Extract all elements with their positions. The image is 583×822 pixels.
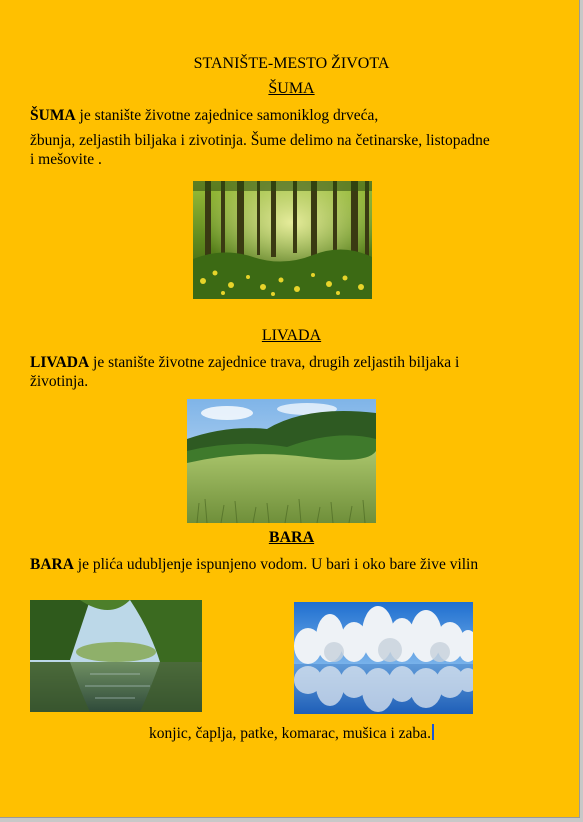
suma-line-1: je stanište životne zajednice samoniklog drveća, [75, 107, 379, 124]
livada-line-1: je stanište životne zajednice trava, drugih zeljastih biljaka i [89, 354, 460, 371]
section-heading-livada: LIVADA [261, 327, 322, 344]
pond-summer-photo [30, 600, 202, 712]
section-heading-suma: ŠUMA [268, 80, 315, 97]
page-title: STANIŠTE-MESTO ŽIVOTA [193, 55, 390, 72]
section-heading-bara: BARA [268, 529, 315, 546]
paragraph-suma [30, 106, 560, 169]
bara-line-2-container [0, 724, 583, 743]
livada-line-2: životinja. [30, 373, 89, 390]
bara-line-2: konjic, čaplja, patke, komarac, mušica i zaba. [149, 725, 431, 742]
pond-winter-photo [294, 602, 473, 714]
suma-line-2: žbunja, zeljastih biljaka i zivotinja. Šume delimo na četinarske, listopadne [30, 132, 490, 149]
suma-line-3: i mešovite . [30, 151, 102, 168]
bara-line-1: je plića udubljenje ispunjeno vodom. U bari i oko bare žive vilin [73, 556, 479, 573]
forest-photo [193, 181, 372, 299]
paragraph-bara [30, 555, 560, 574]
term-suma: ŠUMA [30, 107, 76, 124]
term-livada: LIVADA [30, 354, 90, 371]
meadow-photo [187, 399, 376, 523]
text-cursor [432, 724, 434, 740]
term-bara: BARA [30, 556, 74, 573]
paragraph-livada [30, 353, 560, 391]
